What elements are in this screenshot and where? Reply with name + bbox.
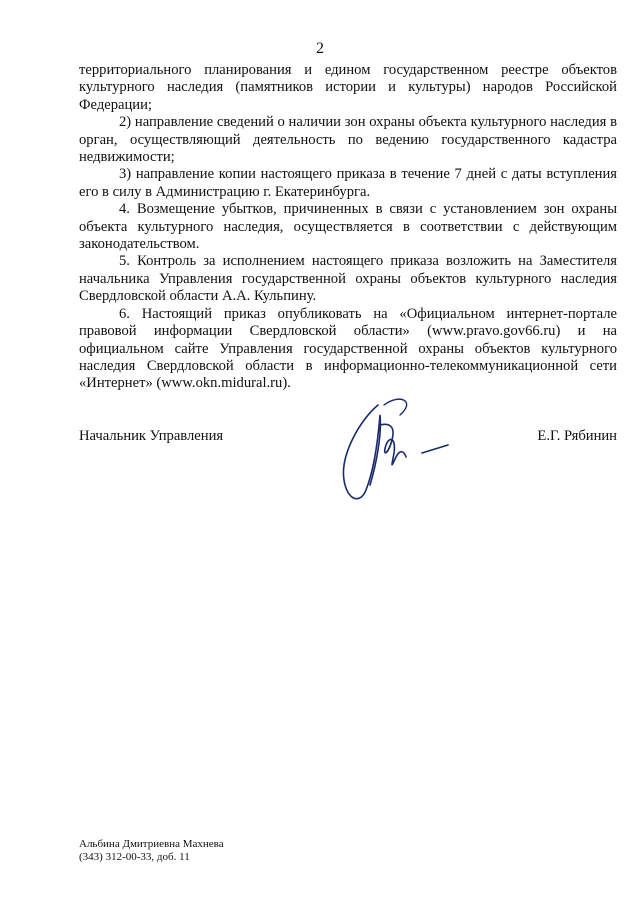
handwritten-signature [330,395,470,525]
contact-phone: (343) 312-00-33, доб. 11 [79,851,190,863]
document-body [79,62,617,393]
footer-contact [79,838,224,864]
paragraph-6: 6. Настоящий приказ опубликовать на «Официальном интернет-портале правовой информации Свердловской области» (www.pravo.gov66.ru) и на официальном сайте Управления государственной охраны объектов культурного наследия Свердловской области в информационно-телекоммуникационной сети «Интернет» (www.okn.midural.ru). [79,305,617,392]
signatory-name: Е.Г. Рябинин [537,428,617,444]
paragraph-item-3: 3) направление копии настоящего приказа в течение 7 дней с даты вступления его в силу в Администрацию г. Екатеринбурга. [79,166,617,200]
contact-name: Альбина Дмитриевна Махнева [79,838,224,850]
paragraph-continuation: территориального планирования и едином государственном реестре объектов культурного наследия (памятников истории и культуры) народов Российской Федерации; [79,62,617,113]
paragraph-5: 5. Контроль за исполнением настоящего приказа возложить на Заместителя начальника Управления государственной охраны объектов культурного наследия Свердловской области А.А. Кульпину. [79,253,617,305]
paragraph-4: 4. Возмещение убытков, причиненных в связи с установлением зон охраны объекта культурного наследия, осуществляется в соответствии с действующим законодательством. [79,201,617,253]
paragraph-item-2: 2) направление сведений о наличии зон охраны объекта культурного наследия в орган, осуществляющий деятельность по ведению государственного кадастра недвижимости; [79,114,617,166]
page-number: 2 [316,40,324,57]
signatory-title: Начальник Управления [79,428,224,444]
